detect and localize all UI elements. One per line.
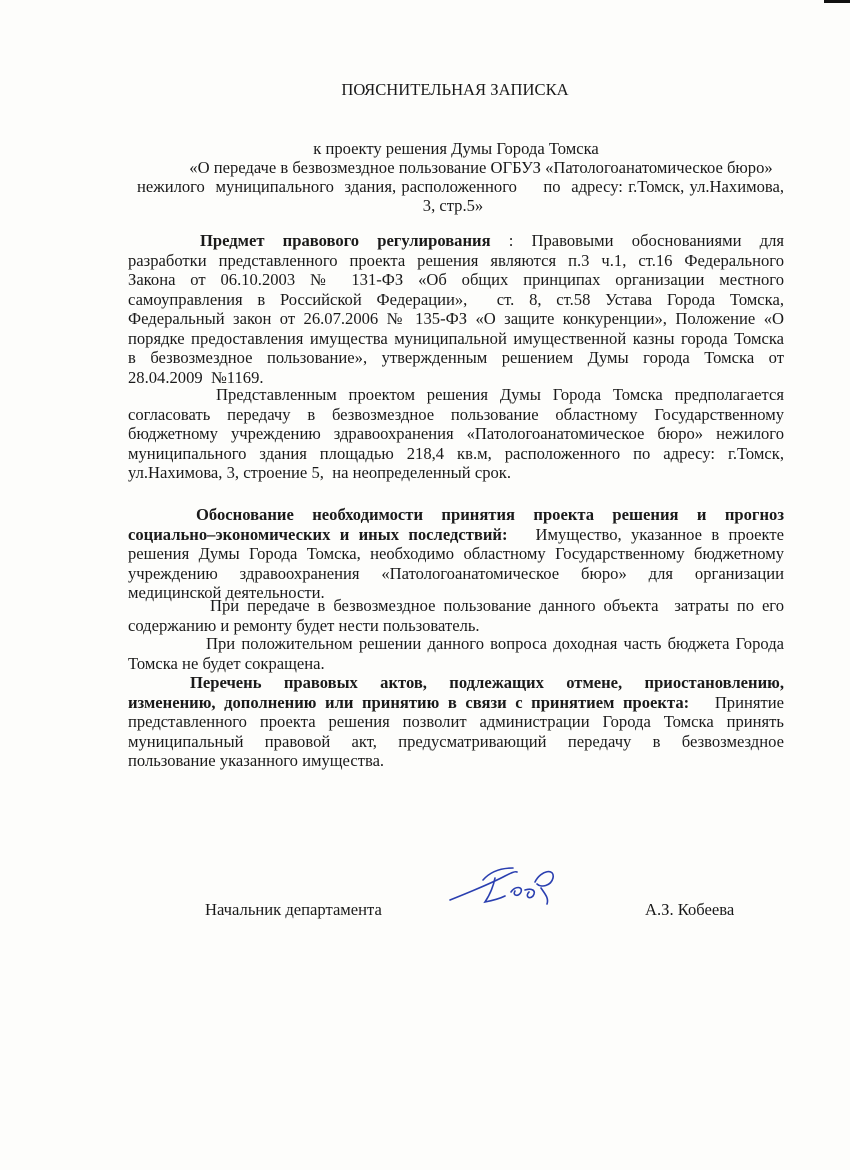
body-text: : Правовыми обоснованиями для <box>508 231 784 250</box>
body-text: представленного проекта решения позволит администрации Города Томска принять <box>128 712 784 731</box>
paragraph-costs <box>128 596 784 635</box>
signatory-position: Начальник департамента <box>205 900 382 919</box>
document-title: ПОЯСНИТЕЛЬНАЯ ЗАПИСКА <box>341 80 569 99</box>
text-line <box>128 654 784 674</box>
signatory-name: А.З. Кобеева <box>645 900 735 919</box>
body-text: Федеральный закон от 26.07.2006 № 135-ФЗ «О защите конкуренции», Положение «О <box>128 309 784 328</box>
text-line <box>128 673 784 693</box>
body-text: Имущество, указанное в проекте <box>516 524 785 544</box>
body-text: учреждению здравоохранения «Патологоанатомическое бюро» для организации <box>128 563 784 583</box>
paragraph-project-description <box>128 385 784 483</box>
text-line <box>128 616 784 636</box>
body-text: содержанию и ремонту будет нести пользователь. <box>128 615 480 635</box>
text-line <box>128 544 784 564</box>
subtitle-line: нежилого муниципального здания, расположенного по адресу: г.Томск, ул.Нахимова, <box>137 177 784 196</box>
scan-corner-mark <box>824 0 850 3</box>
text-line <box>128 348 784 368</box>
text-line <box>128 634 784 654</box>
paragraph-budget <box>128 634 784 673</box>
bold-heading-text: Перечень правовых актов, подлежащих отмене, приостановлению, <box>190 673 784 692</box>
body-text: медицинской деятельности. <box>128 583 325 602</box>
body-text: Принятие <box>697 692 784 712</box>
body-text: решения Думы Города Томска, необходимо областному Государственному бюджетному <box>128 544 784 563</box>
bold-heading-text: Предмет правового регулирования <box>200 231 491 250</box>
subtitle-line: к проекту решения Думы Города Томска <box>313 139 599 158</box>
text-line <box>128 525 784 545</box>
body-text: При положительном решении данного вопроса доходная часть бюджета Города <box>206 634 784 653</box>
text-line <box>128 463 784 483</box>
text-line <box>128 290 784 310</box>
body-text: самоуправления в Российской Федерации», ст. 8, ст.58 Устава Города Томска, <box>128 289 784 309</box>
body-text: порядке предоставления имущества муниципальной имущественной казны города Томска <box>128 328 784 348</box>
body-text: бюджетному учреждению здравоохранения «Патологоанатомическое бюро» нежилого <box>128 424 784 443</box>
text-line <box>128 309 784 329</box>
text-line <box>128 505 784 525</box>
bold-heading-text: изменению, дополнению или принятию в связи с принятием проекта: <box>128 692 690 712</box>
body-text: При передаче в безвозмездное пользование данного объекта затраты по его <box>210 596 784 615</box>
body-text: муниципальный правовой акт, предусматривающий передачу в безвозмездное <box>128 731 784 751</box>
bold-heading-text: социально–экономических и иных последствий: <box>128 524 508 544</box>
body-text: 28.04.2009 №1169. <box>128 367 264 387</box>
body-text: муниципального здания площадью 218,4 кв.м, расположенного по адресу: г.Томск, <box>128 443 784 463</box>
text-line <box>128 596 784 616</box>
paragraph-legal-acts <box>128 673 784 771</box>
body-text: пользование указанного имущества. <box>128 751 385 770</box>
body-text: Томска не будет сокращена. <box>128 653 325 673</box>
body-text: разработки представленного проекта решения являются п.3 ч.1, ст.16 Федерального <box>128 250 784 270</box>
paragraph-justification <box>128 505 784 603</box>
text-line <box>128 329 784 349</box>
text-line <box>128 444 784 464</box>
subtitle-line: 3, стр.5» <box>422 196 484 215</box>
text-line <box>128 270 784 290</box>
bold-heading-text: Обоснование необходимости принятия проекта решения и прогноз <box>196 505 784 524</box>
body-text: в безвозмездное пользование», утвержденным решением Думы города Томска от <box>128 348 784 367</box>
text-line <box>128 231 784 251</box>
text-line <box>128 385 784 405</box>
text-line <box>128 251 784 271</box>
text-line <box>128 732 784 752</box>
text-line <box>128 564 784 584</box>
subtitle-line: «О передаче в безвозмездное пользование ОГБУЗ «Патологоанатомическое бюро» <box>189 158 773 177</box>
body-text: Представленным проектом решения Думы Города Томска предполагается <box>216 385 784 404</box>
text-line <box>128 424 784 444</box>
text-line <box>128 405 784 425</box>
text-line <box>128 712 784 732</box>
body-text: ул.Нахимова, 3, строение 5, на неопределенный срок. <box>128 463 512 482</box>
body-text: Закона от 06.10.2003 № 131-ФЗ «Об общих принципах организации местного <box>128 270 784 289</box>
text-line <box>128 751 784 771</box>
handwritten-signature <box>445 862 560 910</box>
body-text: согласовать передачу в безвозмездное пользование областному Государственному <box>128 404 784 424</box>
text-line <box>128 693 784 713</box>
paragraph-legal-regulation <box>128 231 784 387</box>
